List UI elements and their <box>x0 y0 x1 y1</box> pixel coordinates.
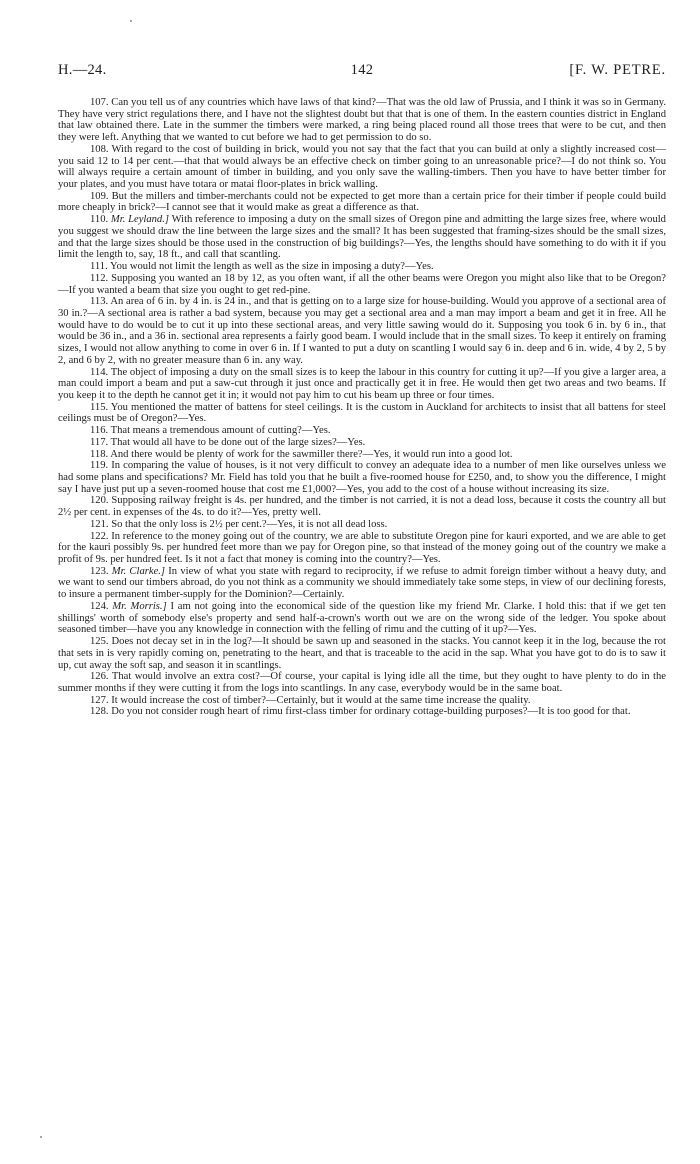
question-paragraph <box>58 566 666 601</box>
speaker-name: Mr. Morris.] <box>112 600 167 612</box>
speaker-name: Mr. Clarke.] <box>111 565 166 577</box>
question-paragraph <box>58 437 666 449</box>
question-text: And there would be plenty of work for the sawmiller there?—Yes, it would run into a good lot. <box>110 448 513 460</box>
testimony-body <box>58 97 666 718</box>
witness-name: [F. W. PETRE. <box>569 62 666 78</box>
question-text: With reference to imposing a duty on the small sizes of Oregon pine and admitting the large sizes free, where would you suggest we should draw the line between the large sizes and the small? It has been suggested that framing-sizes should be the small sizes, and that the large sizes should be those used in the construction of big buildings?—Yes, the lengths should have something to do with it if you limit the length to, say, 18 ft., and call that scantling. <box>58 214 666 261</box>
question-text: Supposing railway freight is 4s. per hundred, and the timber is not carried, it is not a dead loss, because it costs the country all but 2½ per cent. in expenses of the 4s. to do it?—Yes, pretty well. <box>58 495 666 519</box>
question-text: In comparing the value of houses, is it not very difficult to convey an adequate idea to a number of men like ourselves unless we had some plans and specifications? Mr. Field has told you that he built a five-roomed house for £250, and, to show you the difference, I might say I have just put up a seven-roomed house that cost me £1,000?—Yes, you add to the cost of a house without increasing its size. <box>58 460 666 495</box>
question-paragraph <box>58 449 666 461</box>
page-header <box>58 62 666 80</box>
question-text: An area of 6 in. by 4 in. is 24 in., and that is getting on to a large size for house-building. Would you approve of a sectional area of 30 in.?—A sectional area is rather a bad system, because you may get a sectional area and a man may import a beam and get it in free. All he would have to do would be to cut it up into these sectional areas, and very little sawing would do it. Supposing you took 6 in. by 6 in., that would be 36 in., and a 36 in. sectional area represents a fairly good beam. I would include that in the small sizes. To keep it entirely on framing sizes, I would not allow anything to come in over 6 in. If I wanted to put a duty on scantling I would say 6 in. deep and 6 in. wide, 4 by 2, 5 by 2, and 6 by 2, with no greater measure than 6 in. any way. <box>58 296 666 366</box>
paper-reference: H.—24. <box>58 62 107 78</box>
question-number: 113. <box>90 296 109 308</box>
question-paragraph <box>58 695 666 707</box>
question-number: 124. <box>90 600 109 612</box>
question-text: In view of what you state with regard to reciprocity, if we refuse to admit foreign timber without a heavy duty, and we want to send our timbers abroad, do you not think as a community we should immediately take some steps, in view of our declining forests, to insure a permanent timber-supply for the Dominion?—Certainly. <box>58 565 666 601</box>
question-text: It would increase the cost of timber?—Certainly, but it would at the same time increase the quality. <box>111 694 531 706</box>
question-number: 121. <box>90 518 109 530</box>
question-text: I am not going into the economical side of the question like my friend Mr. Clarke. I hold this: that if we get ten shillings' worth of somebody else's property and send half-a-crown's worth out we are on the wrong side of the ledger. You spoke about seasoned timber—have you any knowledge in connection with the felling of rimu and the cutting of it up?—Yes. <box>58 600 666 636</box>
question-paragraph <box>58 214 666 261</box>
question-paragraph <box>58 706 666 718</box>
question-number: 128. <box>90 706 109 718</box>
question-text: That would involve an extra cost?—Of course, your capital is lying idle all the time, but they ought to have plenty to do in the summer months if they were cutting it from the logs into scantlings. In any case, everybody would be in the same boat. <box>58 671 666 694</box>
question-number: 123. <box>90 565 109 577</box>
question-paragraph <box>58 460 666 495</box>
question-paragraph <box>58 425 666 437</box>
question-text: That means a tremendous amount of cutting?—Yes. <box>110 425 331 437</box>
question-number: 114. <box>90 366 109 378</box>
question-number: 108. <box>90 143 109 155</box>
question-text: In reference to the money going out of the country, we are able to substitute Oregon pine for kauri exported, and we are able to get for the kauri possibly 9s. per hundred feet more than we pay for Oregon pine, so that instead of the money going out of the country we make a profit of 9s. per hundred feet. Is it not a fact that money is coming into the country?—Yes. <box>58 530 666 566</box>
question-text: You would not limit the length as well as the size in imposing a duty?—Yes. <box>110 261 434 273</box>
question-number: 127. <box>90 694 109 706</box>
question-paragraph <box>58 97 666 144</box>
question-text: Can you tell us of any countries which have laws of that kind?—That was the old law of Prussia, and I think it was so in Germany. They have very strict regulations there, and I have not the slightest doubt but that that is one of them. In the eastern counties district in England that law obtained there. Late in the summer the timbers were marked, a ring being placed round all those trees that were to be cut, and then they were left. Anything that we wanted to cut before we had to get permission to do so. <box>58 97 666 144</box>
question-number: 119. <box>90 460 109 472</box>
question-paragraph <box>58 367 666 402</box>
question-paragraph <box>58 671 666 694</box>
question-number: 111. <box>90 261 108 273</box>
question-paragraph <box>58 519 666 531</box>
question-paragraph <box>58 273 666 296</box>
question-number: 112. <box>90 272 109 284</box>
question-paragraph <box>58 261 666 273</box>
question-paragraph <box>58 191 666 214</box>
question-number: 109. <box>90 190 109 202</box>
question-paragraph <box>58 601 666 636</box>
speaker-name: Mr. Leyland.] <box>110 214 170 226</box>
question-number: 115. <box>90 401 109 413</box>
question-text: With regard to the cost of building in brick, would you not say that the fact that you can build at only a slightly increased cost—you said 12 to 14 per cent.—that that would always be an effective check on timber going to an unreasonable price?—I do not think so. You will always require a certain amount of timber in building, and you only save the walling-timbers. Then you have to have better timber for your plates, and you must have totara or matai floor-plates in brick walling. <box>58 143 666 191</box>
question-text: You mentioned the matter of battens for steel ceilings. It is the custom in Auckland for architects to insist that all battens for steel ceilings must be of Oregon?—Yes. <box>58 401 666 425</box>
question-text: Does not decay set in in the log?—It should be sawn up and seasoned in the stacks. You cannot keep it in the log, because the rot that sets in is very rapidly coming on, penetrating to the heart, and that is traceable to the acid in the sap. What you have got to do is to saw it up, cut away the soft sap, and season it in scantlings. <box>58 636 666 671</box>
question-text: Do you not consider rough heart of rimu first-class timber for ordinary cottage-building purposes?—It is too good for that. <box>111 706 631 718</box>
question-paragraph <box>58 402 666 425</box>
question-number: 110. <box>90 214 109 226</box>
page-number: 142 <box>350 62 374 78</box>
question-paragraph <box>58 495 666 518</box>
question-text: That would all have to be done out of the large sizes?—Yes. <box>110 436 366 448</box>
question-paragraph <box>58 636 666 671</box>
question-text: So that the only loss is 2½ per cent.?—Yes, it is not all dead loss. <box>111 518 388 530</box>
question-paragraph <box>58 296 666 366</box>
print-speck <box>40 1136 42 1138</box>
question-number: 122. <box>90 530 109 542</box>
question-number: 107. <box>90 97 109 108</box>
question-number: 116. <box>90 425 109 437</box>
question-text: Supposing you wanted an 18 by 12, as you often want, if all the other beams were Oregon you might also like that to be Oregon?—If you wanted a beam that size you ought to get red-pine. <box>58 272 666 296</box>
question-number: 120. <box>90 495 109 507</box>
question-number: 118. <box>90 448 109 460</box>
question-paragraph <box>58 531 666 566</box>
question-text: But the millers and timber-merchants could not be expected to get more than a certain price for their timber if people could build more cheaply in brick?—I cannot see that it would make as great a difference as that. <box>58 190 666 214</box>
question-number: 117. <box>90 436 109 448</box>
print-speck <box>130 20 132 22</box>
question-text: The object of imposing a duty on the small sizes is to keep the labour in this country for cutting it up?—If you give a larger area, a man could import a beam and put a saw-cut through it just once and practically get it in free. He would then get two areas and two beams. If you keep it to the depth he cannot get it in; it would not pay him to cut his beam up three or four times. <box>58 366 666 401</box>
question-number: 126. <box>90 671 109 683</box>
question-number: 125. <box>90 636 109 648</box>
question-paragraph <box>58 144 666 191</box>
